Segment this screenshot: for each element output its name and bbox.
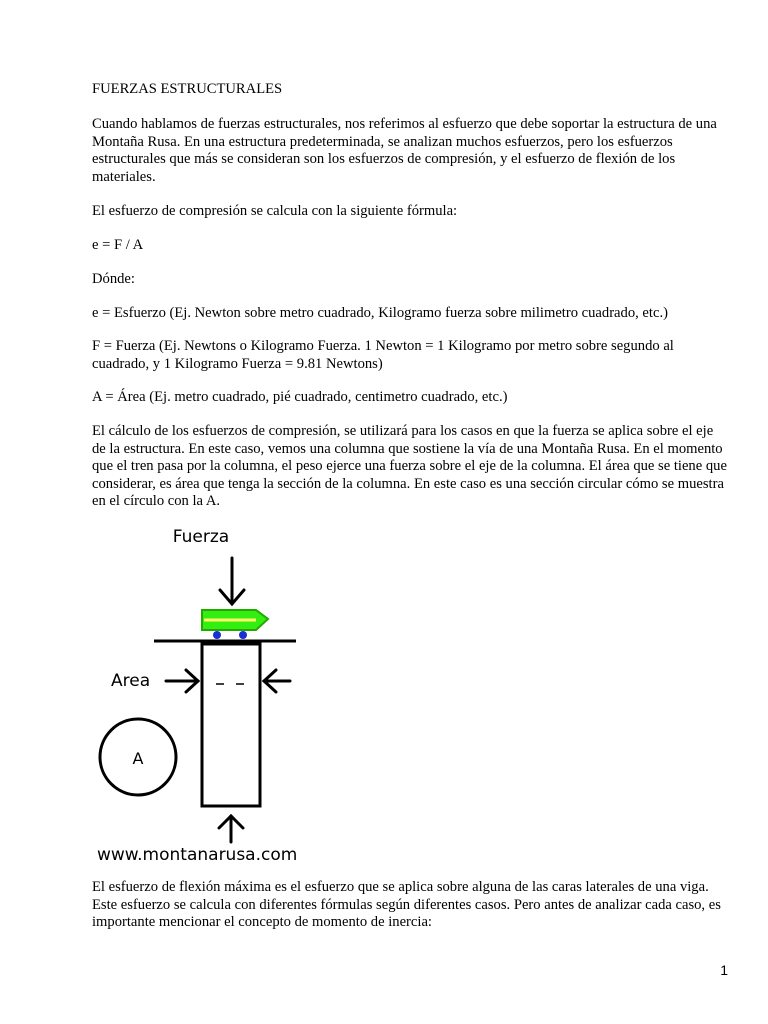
paragraph-intro: Cuando hablamos de fuerzas estructurales, nos referimos al esfuerzo que debe soportar la estructura de una Montaña Rusa. En una estructura predeterminada, se analizan muchos esfuerzos, pero los esfuerzos estructurales que más se consideran son los esfuerzos de compresión, y el esfuerzo de flexión de los materiales. bbox=[92, 116, 717, 185]
definition-area: A = Área (Ej. metro cuadrado, pié cuadrado, centimetro cuadrado, etc.) bbox=[92, 389, 508, 405]
paragraph-compression: El cálculo de los esfuerzos de compresión, se utilizará para los casos en que la fuerza se aplica sobre el eje de la estructura. En este caso, vemos una columna que sostiene la vía de una Montaña Rusa. En el momento que el tren pasa por la columna, el peso ejerce una fuerza sobre el eje de la columna. El área que se tiene que considerar, es área que tenga la sección de la columna. En este caso es una sección circular cómo se muestra en el círculo con la A. bbox=[92, 423, 727, 510]
diagram-svg bbox=[88, 518, 308, 870]
train-icon bbox=[202, 610, 268, 639]
arrow-left-icon bbox=[264, 670, 290, 692]
paragraph-donde: Dónde: bbox=[92, 271, 135, 287]
area-label: Area bbox=[111, 671, 151, 691]
force-arrow-down-icon bbox=[220, 558, 244, 604]
paragraph-formula-intro: El esfuerzo de compresión se calcula con la siguiente fórmula: bbox=[92, 203, 458, 219]
website-label: www.montanarusa.com bbox=[97, 845, 298, 865]
definition-esfuerzo: e = Esfuerzo (Ej. Newton sobre metro cuadrado, Kilogramo fuerza sobre milimetro cuadrado, etc.) bbox=[92, 305, 668, 321]
page-number: 1 bbox=[720, 962, 728, 978]
document-title: FUERZAS ESTRUCTURALES bbox=[92, 81, 283, 97]
definition-fuerza: F = Fuerza (Ej. Newtons o Kilogramo Fuerza. 1 Newton = 1 Kilogramo por metro sobre segundo al cuadrado, y 1 Kilogramo Fuerza = 9.81 Newtons) bbox=[92, 338, 674, 372]
circle-label: A bbox=[132, 749, 144, 768]
arrow-up-icon bbox=[219, 816, 243, 842]
formula: e = F / A bbox=[92, 237, 144, 253]
force-label: Fuerza bbox=[172, 527, 230, 547]
column-rect bbox=[202, 644, 260, 806]
arrow-right-icon bbox=[166, 670, 198, 692]
paragraph-flexion: El esfuerzo de flexión máxima es el esfuerzo que se aplica sobre alguna de las caras laterales de una viga. Este esfuerzo se calcula con diferentes fórmulas según diferentes casos. Pero antes de analizar cada caso, es importante mencionar el concepto de momento de inercia: bbox=[92, 879, 721, 931]
column-force-diagram bbox=[88, 518, 308, 870]
